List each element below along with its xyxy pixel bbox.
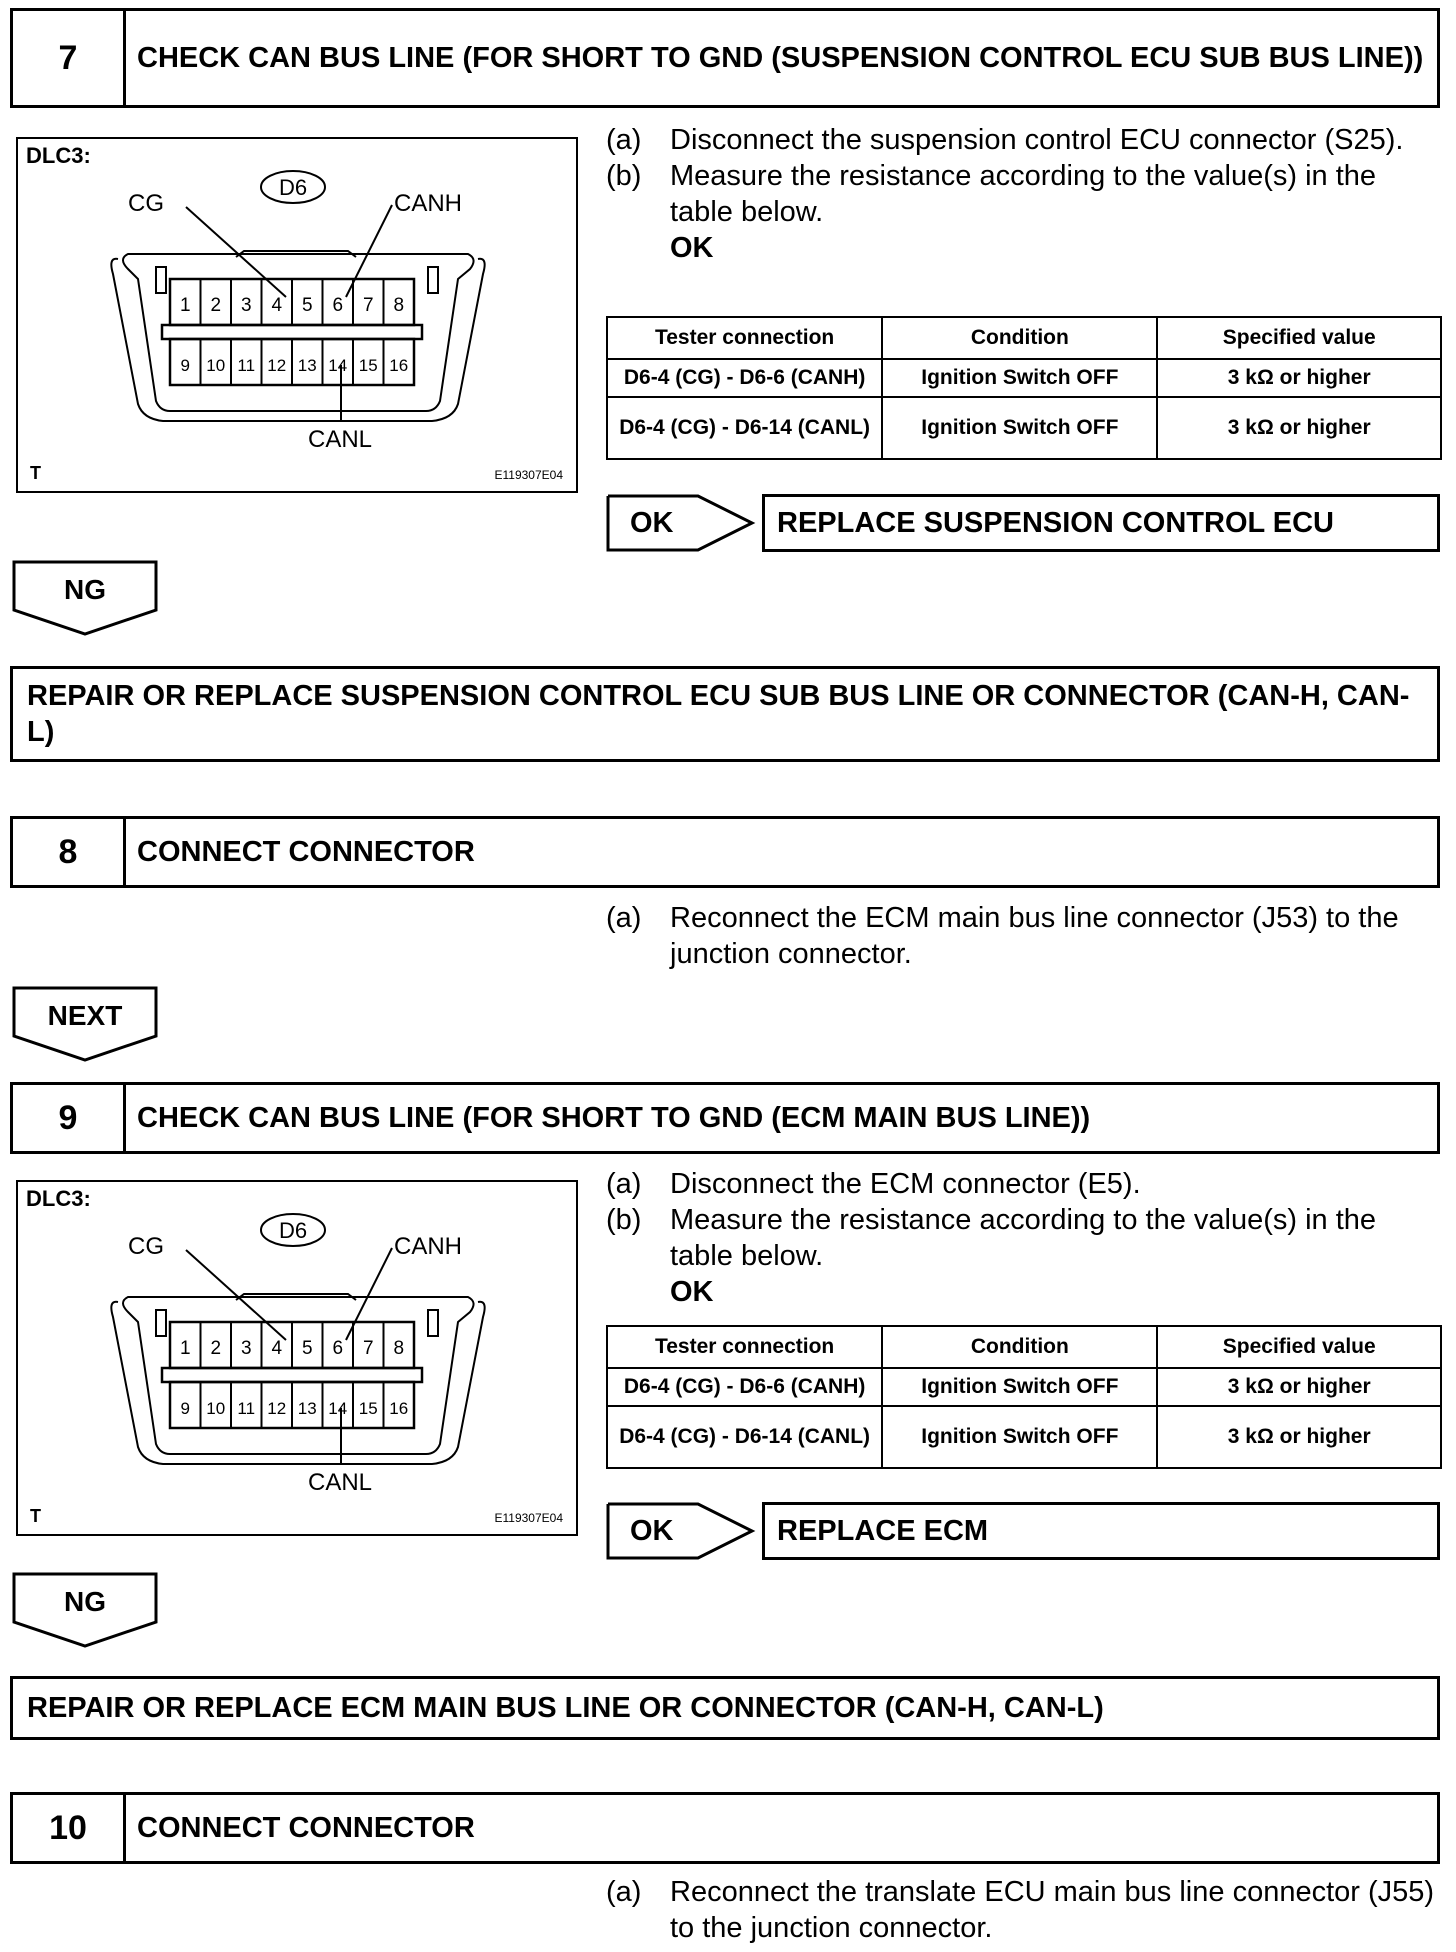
pin-label: 5 [301,1338,313,1359]
pin-label: 12 [267,1399,287,1418]
canl-label: CANL [307,1469,373,1496]
pin-label: 1 [179,295,191,316]
next-tag [12,986,158,1062]
ok-label: OK [670,1276,714,1308]
pin-label: 4 [271,295,283,316]
pin-label: 10 [206,356,226,375]
pin-label: 12 [267,356,287,375]
canh-label: CANH [394,1233,463,1260]
arrow-right-icon [606,1502,756,1560]
pin-label: 13 [297,1399,317,1418]
step-title: CONNECT CONNECTOR [137,1812,475,1844]
pin-label: 16 [389,356,409,375]
ok-arrow [606,1502,756,1560]
table-header: Specified value [1157,1326,1441,1368]
ng-tag [12,560,158,636]
table-header: Condition [882,317,1157,359]
dlc3-connector-icon [18,139,576,491]
svg-text:NEXT: NEXT [47,1000,123,1031]
table-row: D6-4 (CG) - D6-14 (CANL) Ignition Switch OFF 3 kΩ or higher [607,1406,1441,1468]
instruction-item: (a) Disconnect the suspension control ECU connector (S25). [606,124,1404,156]
pin-label: 11 [237,1399,256,1418]
step-8-header [10,816,1440,888]
pin-label: 4 [271,1338,283,1359]
pin-label: 14 [328,1399,348,1418]
svg-text:OK: OK [630,1515,674,1547]
step-title: CHECK CAN BUS LINE (FOR SHORT TO GND (SUSPENSION CONTROL ECU SUB BUS LINE)) [137,42,1424,74]
dlc3-connector-icon [18,1182,576,1534]
instruction-item: (a) Disconnect the ECM connector (E5). [606,1168,1141,1200]
dlc3-connector-diagram [16,1180,578,1536]
ok-arrow [606,494,756,552]
ng-result-box: REPAIR OR REPLACE SUSPENSION CONTROL ECU SUB BUS LINE OR CONNECTOR (CAN-H, CAN-L) [10,666,1440,762]
dlc3-connector-diagram [16,137,578,493]
connector-id: D6 [278,1218,308,1243]
ng-result-box: REPAIR OR REPLACE ECM MAIN BUS LINE OR CONNECTOR (CAN-H, CAN-L) [10,1676,1440,1740]
pin-label: 10 [206,1399,226,1418]
diagram-label: DLC3: [26,1186,91,1211]
pin-label: 15 [358,356,378,375]
step-9-instructions [606,1166,1446,1310]
corner-mark: T [30,1506,41,1526]
cg-label: CG [128,190,164,217]
pin-label: 2 [210,295,222,316]
step-10-instructions [606,1874,1446,1946]
pin-label: 11 [237,356,256,375]
step-number: 9 [13,1085,126,1151]
ng-tag [12,1572,158,1648]
table-header: Tester connection [607,317,882,359]
svg-text:NG: NG [64,574,106,605]
chevron-down-icon [12,986,158,1062]
step-8-instructions [606,900,1446,972]
pin-label: 8 [393,295,405,316]
step-number: 10 [13,1795,126,1861]
chevron-down-icon [12,1572,158,1648]
step-title: CONNECT CONNECTOR [137,836,475,868]
cg-label: CG [128,1233,164,1260]
canh-label: CANH [394,190,463,217]
pin-label: 14 [328,356,348,375]
step-9-header [10,1082,1440,1154]
step-number: 8 [13,819,126,885]
svg-text:NG: NG [64,1586,106,1617]
pin-label: 6 [332,295,344,316]
step-7-header [10,8,1440,108]
pin-label: 16 [389,1399,409,1418]
instruction-item: (a) Reconnect the ECM main bus line connector (J53) to the junction connector. [606,902,1399,970]
instruction-item: (b) Measure the resistance according to the value(s) in the table below. [606,1204,1377,1272]
arrow-right-icon [606,494,756,552]
pin-label: 1 [179,1338,191,1359]
spec-table [606,1325,1442,1469]
pin-label: 7 [362,1338,374,1359]
pin-label: 7 [362,295,374,316]
canl-label: CANL [307,426,373,453]
pin-label: 3 [240,1338,252,1359]
ok-result-box: REPLACE SUSPENSION CONTROL ECU [762,494,1440,552]
figure-code: E119307E04 [494,468,563,482]
pin-label: 3 [240,295,252,316]
svg-text:OK: OK [630,507,674,539]
pin-label: 2 [210,1338,222,1359]
table-row: D6-4 (CG) - D6-14 (CANL) Ignition Switch OFF 3 kΩ or higher [607,397,1441,459]
pin-label: 6 [332,1338,344,1359]
figure-code: E119307E04 [494,1511,563,1525]
table-header: Tester connection [607,1326,882,1368]
pin-label: 8 [393,1338,405,1359]
table-row: D6-4 (CG) - D6-6 (CANH) Ignition Switch OFF 3 kΩ or higher [607,1368,1441,1406]
pin-label: 15 [358,1399,378,1418]
table-header: Specified value [1157,317,1441,359]
instruction-item: (b) Measure the resistance according to the value(s) in the table below. [606,160,1377,228]
corner-mark: T [30,463,41,483]
connector-id: D6 [278,175,308,200]
table-header: Condition [882,1326,1157,1368]
step-number: 7 [13,11,126,105]
diagram-label: DLC3: [26,143,91,168]
ok-label: OK [670,232,714,264]
table-row: D6-4 (CG) - D6-6 (CANH) Ignition Switch OFF 3 kΩ or higher [607,359,1441,397]
step-title: CHECK CAN BUS LINE (FOR SHORT TO GND (ECM MAIN BUS LINE)) [137,1102,1091,1134]
step-10-header [10,1792,1440,1864]
chevron-down-icon [12,560,158,636]
pin-label: 9 [180,1399,190,1418]
pin-label: 9 [180,356,190,375]
pin-label: 5 [301,295,313,316]
spec-table [606,316,1442,460]
instruction-item: (a) Reconnect the translate ECU main bus line connector (J55) to the junction connector. [606,1876,1435,1944]
pin-label: 13 [297,356,317,375]
ok-result-box: REPLACE ECM [762,1502,1440,1560]
step-7-instructions [606,122,1446,266]
